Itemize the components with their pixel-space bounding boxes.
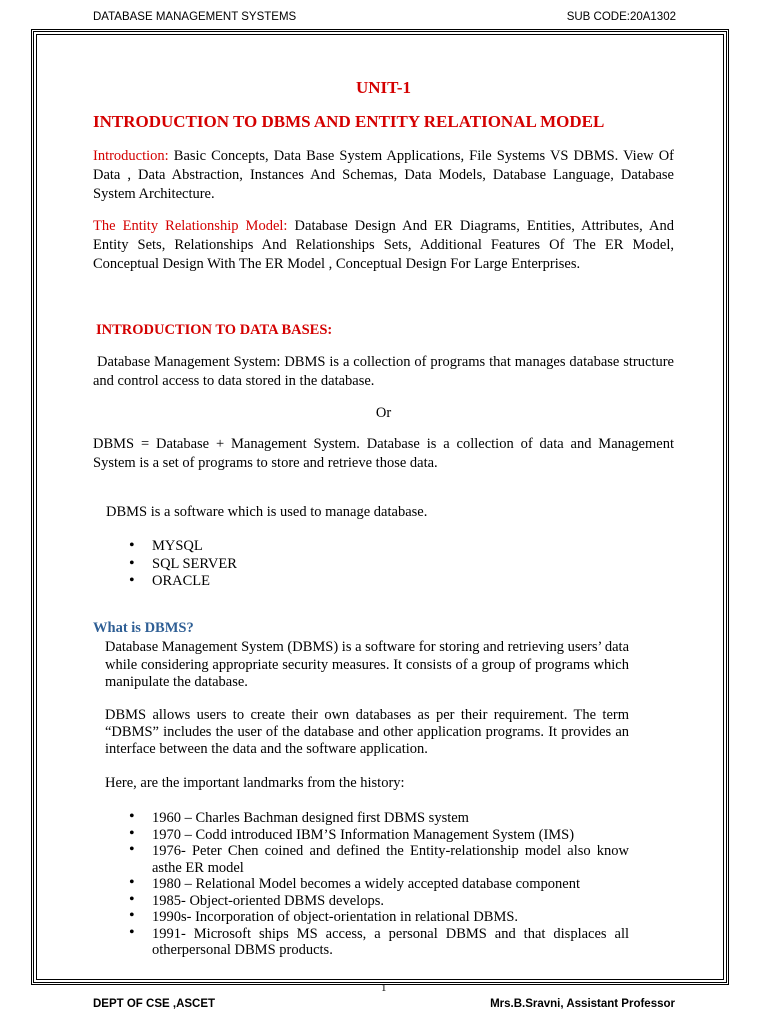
- history-item-1991: • 1991- Microsoft ships MS access, a personal DBMS and that displaces all otherpersonal DBMS products.: [127, 926, 629, 959]
- unit-title: UNIT-1: [355, 78, 412, 97]
- footer-right: Mrs.B.Sravni, Assistant Professor: [490, 998, 675, 1010]
- section2-paragraph-1: Database Management System (DBMS) is a software for storing and retrieving users’ data while considering appropriate security measures. It consists of a group of programs which manipulate the database.: [105, 639, 630, 690]
- er-model-text: Database Design And ER Diagrams, Entities, Attributes, And Entity Sets, Relationships And Relationships Sets, Additional Features Of The ER Model, Conceptual Design With The ER Model , Conceptual Design For Large Enterprises.: [93, 218, 675, 272]
- header-left: DATABASE MANAGEMENT SYSTEMS: [93, 11, 297, 23]
- dbms-examples-list: [127, 538, 427, 591]
- history-item-1985: • 1985- Object-oriented DBMS develops.: [127, 893, 629, 910]
- history-list: [127, 810, 629, 959]
- intro-label: Introduction:: [93, 148, 169, 164]
- section1-paragraph-2: DBMS = Database + Management System. Database is a collection of data and Management System is a set of programs to store and retrieve those data.: [93, 436, 674, 471]
- er-model-label: The Entity Relationship Model:: [93, 218, 288, 234]
- list-item-oracle: • ORACLE: [127, 573, 427, 591]
- list-item-sql-server: • SQL SERVER: [127, 556, 427, 574]
- history-item-1980: • 1980 – Relational Model becomes a widely accepted database component: [127, 876, 629, 893]
- history-item-1990s: • 1990s- Incorporation of object-orientation in relational DBMS.: [127, 909, 629, 926]
- header-right: SUB CODE:20A1302: [566, 11, 676, 23]
- or-separator: Or: [375, 405, 392, 421]
- history-item-1960: • 1960 – Charles Bachman designed first DBMS system: [127, 810, 629, 827]
- section1-paragraph-1: Database Management System: DBMS is a collection of programs that manages database structure and control access to data stored in the database.: [93, 354, 674, 389]
- main-title: INTRODUCTION TO DBMS AND ENTITY RELATIONAL MODEL: [93, 112, 605, 131]
- history-item-1970: • 1970 – Codd introduced IBM’S Information Management System (IMS): [127, 827, 629, 844]
- history-item-1976: • 1976- Peter Chen coined and defined the Entity-relationship model also know asthe ER model: [127, 843, 629, 876]
- section2-paragraph-3: Here, are the important landmarks from the history:: [105, 775, 405, 791]
- page-number: 1: [381, 982, 387, 994]
- er-model-paragraph: [93, 217, 674, 274]
- section2-paragraph-2: DBMS allows users to create their own databases as per their requirement. The term “DBMS” includes the user of the database and other application programs. It provides an interface between the data and the software application.: [105, 707, 629, 757]
- intro-text: Basic Concepts, Data Base System Applications, File Systems VS DBMS. View Of Data , Data Abstraction, Instances And Schemas, Data Models, Database Language, Database System Architecture.: [93, 148, 674, 202]
- section-title-what-is-dbms: What is DBMS?: [93, 620, 194, 636]
- intro-paragraph: [93, 147, 674, 204]
- list-item-mysql: • MYSQL: [127, 538, 427, 556]
- footer-left: DEPT OF CSE ,ASCET: [93, 998, 216, 1010]
- section-title-intro-databases: INTRODUCTION TO DATA BASES:: [96, 322, 333, 338]
- section1-paragraph-3: DBMS is a software which is used to manage database.: [106, 504, 428, 520]
